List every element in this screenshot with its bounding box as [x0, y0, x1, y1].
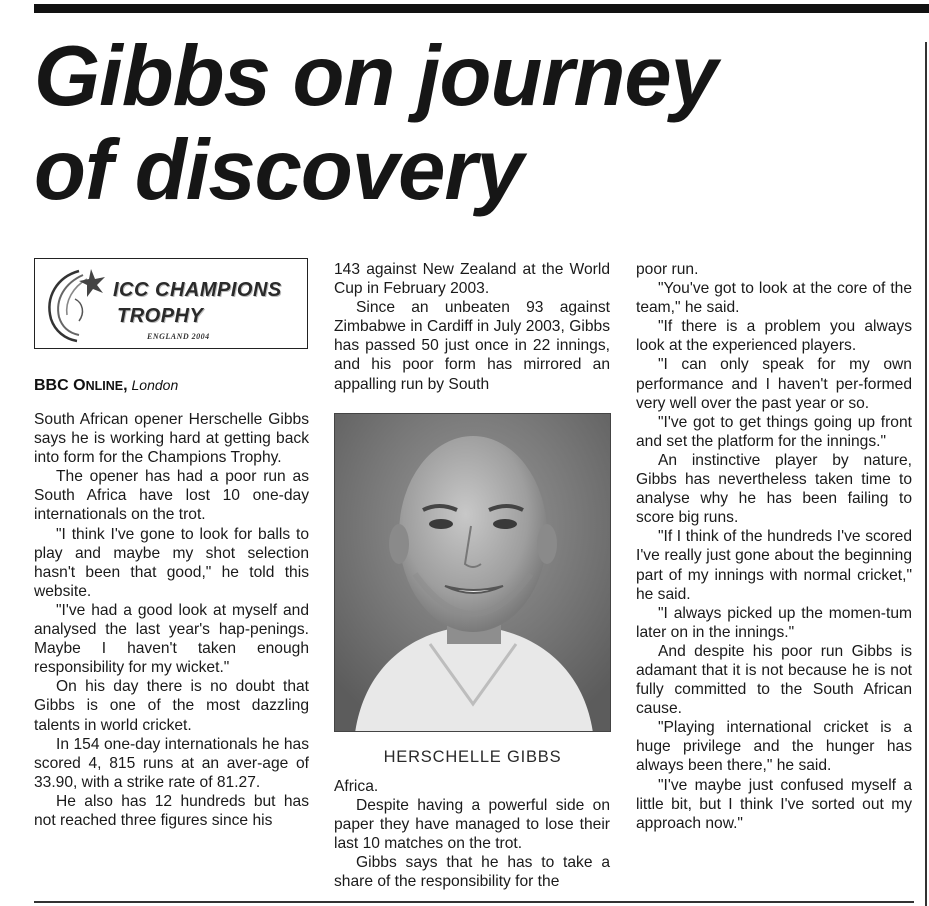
article-column-2-top [334, 260, 610, 394]
paragraph: "I always picked up the momen-tum later on in the innings." [636, 604, 912, 641]
paragraph: "Playing international cricket is a huge privilege and the hunger has always been there," he said. [636, 719, 912, 775]
column-rule-right [925, 42, 927, 906]
logo-title: ICC CHAMPIONS [113, 279, 282, 301]
player-photo [334, 413, 611, 732]
photo-caption: HERSCHELLE GIBBS [383, 748, 562, 766]
paragraph: "I've had a good look at myself and analysed the last year's hap-penings. Maybe I haven't taken enough responsibility for my wicket." [34, 601, 309, 677]
paragraph: poor run. [636, 261, 699, 278]
portrait-image [335, 414, 611, 732]
byline-source: BBC ONLINE, [34, 377, 128, 394]
paragraph: He also has 12 hundreds but has not reached three figures since his [34, 792, 309, 829]
paragraph: Despite having a powerful side on paper they have managed to lose their last 10 matches on the trot. [334, 797, 610, 853]
paragraph: "I can only speak for my own performance and I haven't per-formed very well over the past year or so. [636, 356, 912, 412]
paragraph: "If I think of the hundreds I've scored I've really just gone about the beginning part of my innings with normal cricket," he said. [636, 528, 912, 603]
article-column-1 [34, 410, 309, 830]
bottom-rule [34, 901, 914, 903]
logo-location: ENGLAND 2004 [147, 332, 210, 341]
headline-line-1: Gibbs on journey [34, 29, 717, 124]
headline [34, 30, 914, 218]
headline-line-2: of discovery [34, 123, 523, 218]
article-column-2-bottom [334, 777, 610, 892]
paragraph: And despite his poor run Gibbs is adamant that it is not because he is not fully committed to the South African cause. [636, 642, 912, 718]
paragraph: The opener has had a poor run as South Africa have lost 10 one-day internationals on the trot. [34, 468, 309, 524]
logo-subtitle: TROPHY [117, 305, 204, 327]
paragraph: 143 against New Zealand at the World Cup in February 2003. [334, 261, 610, 298]
paragraph: Since an unbeaten 93 against Zimbabwe in Cardiff in July 2003, Gibbs has passed 50 just once in 22 innings, and his poor form has mirrored an appalling run by South [334, 299, 610, 393]
paragraph: Gibbs says that he has to take a share of the responsibility for the [334, 854, 610, 891]
byline [34, 375, 310, 396]
paragraph: An instinctive player by nature, Gibbs has nevertheless taken time to analyse why he has been failing to score big runs. [636, 451, 912, 527]
top-rule [34, 4, 929, 13]
paragraph: On his day there is no doubt that Gibbs is one of the most dazzling talents in world cricket. [34, 678, 309, 734]
paragraph: "If there is a problem you always look at the experienced players. [636, 318, 912, 355]
paragraph: "You've got to look at the core of the team," he said. [636, 280, 912, 317]
paragraph: In 154 one-day internationals he has scored 4, 815 runs at an aver-age of 33.90, with a strike rate of 81.27. [34, 735, 309, 791]
trophy-swoosh-icon [39, 263, 111, 345]
paragraph: "I've got to get things going up front and set the platform for the innings." [636, 413, 912, 450]
paragraph: "I've maybe just confused myself a little bit, but I think I've sorted out my approach now." [636, 776, 912, 832]
paragraph: "I think I've gone to look for balls to play and maybe my shot selection hasn't been that good," he told this website. [34, 525, 309, 600]
article-column-3 [636, 260, 912, 833]
paragraph: South African opener Herschelle Gibbs says he is working hard at getting back into form for the Champions Trophy. [34, 411, 309, 467]
paragraph: Africa. [334, 778, 379, 795]
byline-location: London [131, 377, 179, 393]
champions-trophy-logo [34, 258, 308, 349]
